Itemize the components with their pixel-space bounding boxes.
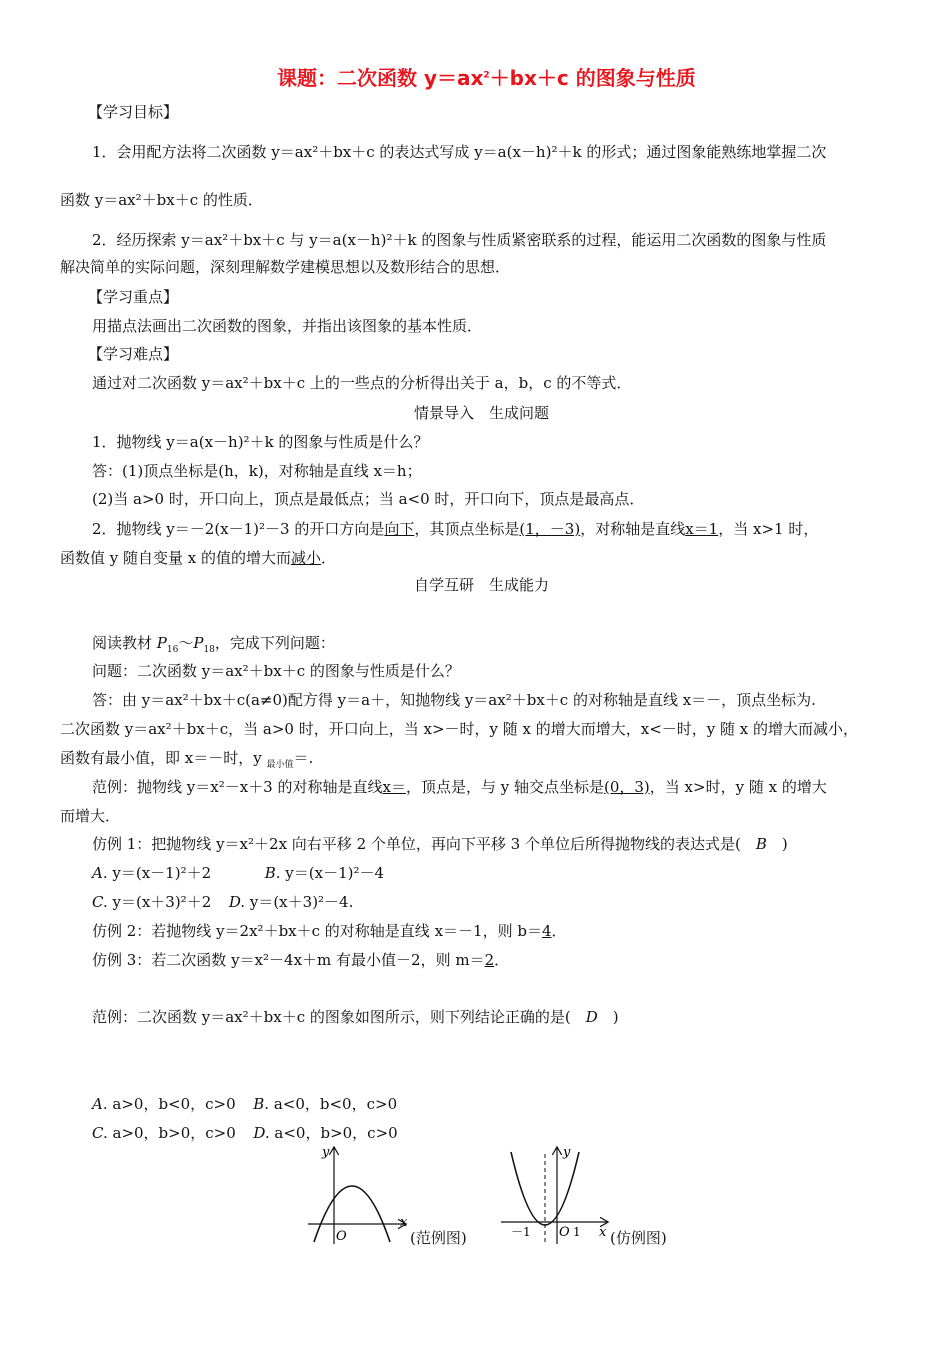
x-label: x — [599, 1225, 607, 1240]
intro-q2-line2: 函数值 y 随自变量 x 的值的增大而减小． — [60, 549, 337, 567]
intro-a1: 答：(1)顶点坐标是(h，k)，对称轴是直线 x＝h； — [92, 462, 422, 480]
example-figure-caption: (范例图) — [410, 1229, 467, 1247]
example-1: 范例：抛物线 y＝x²－x＋3 的对称轴是直线x＝，顶点是，与 y 轴交点坐标是(0，3)，当 x>时，y 随 x 的增大 — [92, 778, 827, 796]
x-label: x — [400, 1215, 408, 1230]
origin-label: O — [559, 1225, 570, 1240]
selfstudy-question: 问题：二次函数 y＝ax²＋bx＋c 的图象与性质是什么？ — [92, 662, 460, 680]
difficulty-heading: 【学习难点】 — [88, 345, 179, 363]
y-label: y — [563, 1145, 571, 1160]
selfstudy-answer-3: 函数有最小值，即 x＝－时，y $_{最小值}$＝. — [60, 749, 314, 770]
follow-1: 仿例 1：把抛物线 y＝x²＋2x 向右平移 2 个单位，再向下平移 3 个单位后所得抛物线的表达式是( B ) — [92, 835, 788, 853]
intro-q2: 2．抛物线 y＝－2(x－1)²－3 的开口方向是向下，其顶点坐标是(1，－3)，对称轴是直线x＝1，当 x>1 时， — [92, 520, 819, 538]
follow-3: 仿例 3：若二次函数 y＝x²－4x＋m 有最小值－2，则 m＝2． — [92, 951, 510, 969]
goal2-line2: 解决简单的实际问题，深刻理解数学建模思想以及数形结合的思想． — [60, 258, 511, 276]
example-2: 范例：二次函数 y＝ax²＋bx＋c 的图象如图所示，则下列结论正确的是( D ) — [92, 1008, 619, 1026]
follow-2: 仿例 2：若抛物线 y＝2x²＋bx＋c 的对称轴是直线 x＝－1，则 b＝4． — [92, 922, 567, 940]
selfstudy-answer-2: 二次函数 y＝ax²＋bx＋c，当 a>0 时，开口向上，当 x>－时，y 随 x 的增大而增大，x<－时，y 随 x 的增大而减小， — [60, 720, 859, 738]
intro-heading: 情景导入 生成问题 — [414, 404, 550, 422]
intro-q1: 1．抛物线 y＝a(x－h)²＋k 的图象与性质是什么？ — [92, 433, 429, 451]
goal2-line1: 2．经历探索 y＝ax²＋bx＋c 与 y＝a(x－h)²＋k 的图象与性质紧密联系的过程，能运用二次函数的图象与性质 — [92, 231, 827, 249]
key-text: 用描点法画出二次函数的图象，并指出该图象的基本性质． — [92, 317, 483, 335]
intro-a2: (2)当 a>0 时，开口向上，顶点是最低点；当 a<0 时，开口向下，顶点是最高点． — [92, 490, 645, 508]
selfstudy-answer-1: 答：由 y＝ax²＋bx＋c(a≠0)配方得 y＝a＋，知抛物线 y＝ax²＋bx＋c 的对称轴是直线 x＝－，顶点坐标为. — [92, 691, 816, 709]
follow-1-options-cd: C. y＝(x＋3)²＋2 D. y＝(x＋3)²－4. — [92, 893, 354, 911]
goal1-line1: 1．会用配方法将二次函数 y＝ax²＋bx＋c 的表达式写成 y＝a(x－h)²＋k 的形式；通过图象能熟练地掌握二次 — [92, 143, 827, 161]
selfstudy-heading: 自学互研 生成能力 — [414, 576, 550, 594]
neg-one-label: －1 — [511, 1225, 531, 1239]
one-label: 1 — [573, 1225, 581, 1239]
example-2-options-cd: C. a>0，b>0，c>0 D. a<0，b>0，c>0 — [92, 1124, 398, 1142]
goals-heading: 【学习目标】 — [88, 103, 179, 121]
y-label: y — [322, 1145, 330, 1160]
follow-figure — [495, 1140, 615, 1250]
follow-1-options-ab: A. y＝(x－1)²＋2 B. y＝(x－1)²－4 — [92, 864, 385, 882]
example-2-options-ab: A. a>0，b<0，c>0 B. a<0，b<0，c>0 — [92, 1095, 398, 1113]
difficulty-text: 通过对二次函数 y＝ax²＋bx＋c 上的一些点的分析得出关于 a，b，c 的不等式． — [92, 374, 632, 392]
example-1-line2: 而增大． — [60, 807, 121, 825]
origin-label: O — [336, 1229, 347, 1244]
goal1-line2: 函数 y＝ax²＋bx＋c 的性质． — [60, 191, 263, 209]
read-instruction: 阅读教材 $P_{16}\sim P_{18}$，完成下列问题： — [92, 634, 335, 655]
key-heading: 【学习重点】 — [88, 288, 179, 306]
page-title: 课题：二次函数 $y=ax^2+bx+c$ 的图象与性质 — [277, 66, 696, 90]
follow-figure-caption: (仿例图) — [610, 1229, 667, 1247]
parabola-curve — [314, 1186, 390, 1242]
